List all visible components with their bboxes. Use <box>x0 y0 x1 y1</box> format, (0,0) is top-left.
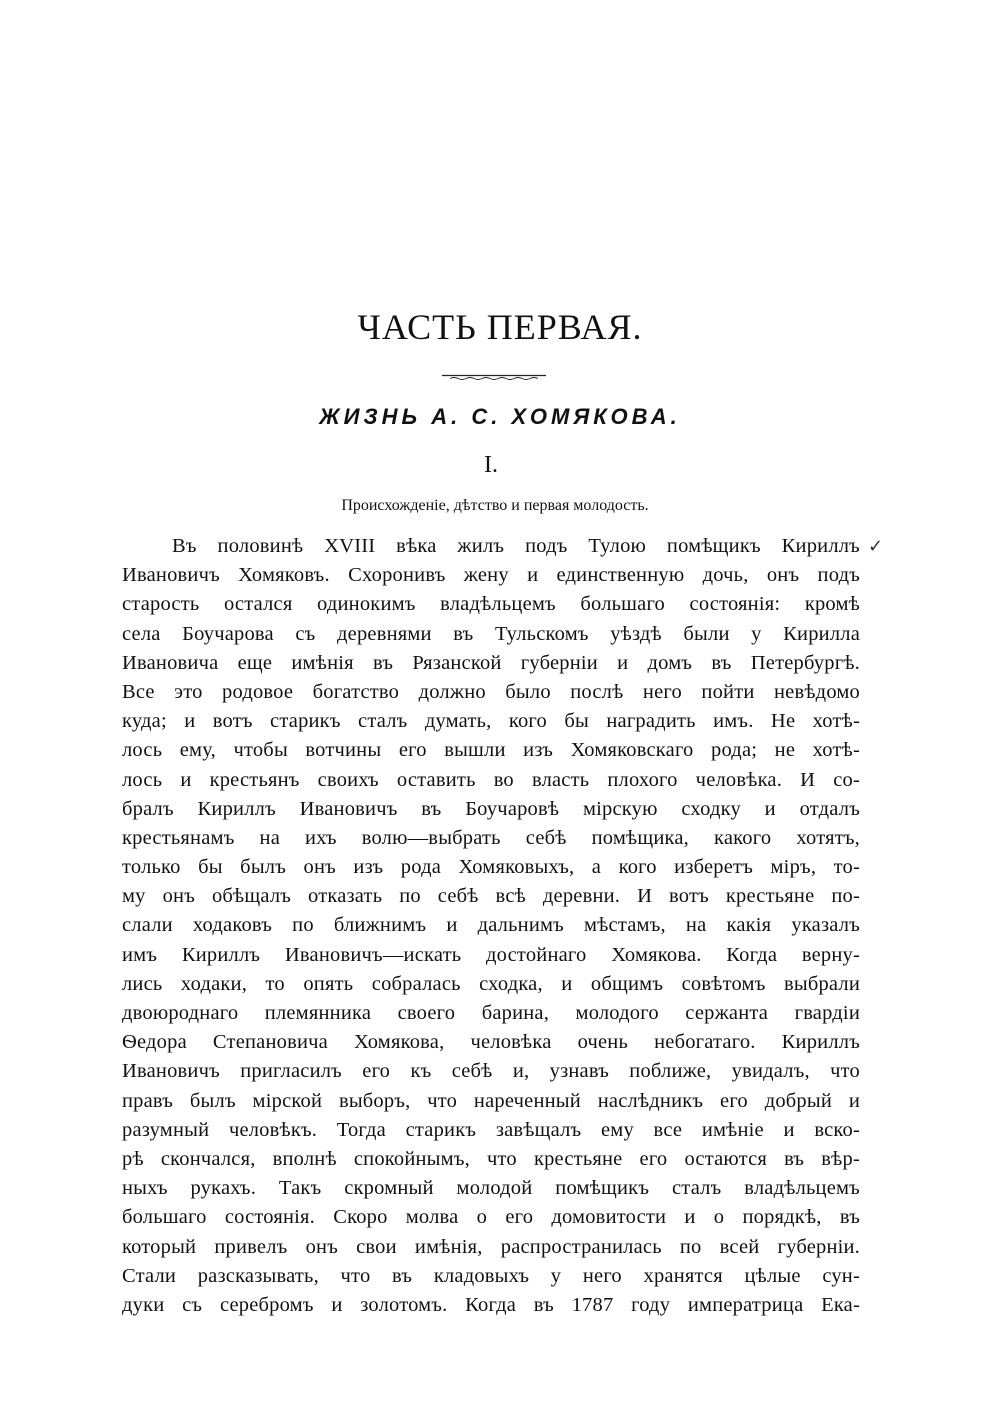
text-line: лось и крестьянъ своихъ оставить во власть плохого человѣка. И со- <box>122 768 860 791</box>
text-line: только бы былъ онъ изъ рода Хомяковыхъ, а кого изберетъ міръ, то- <box>122 856 860 879</box>
text-line: Въ половинѣ XVIII вѣка жилъ подъ Тулою помѣщикъ Кириллъ <box>172 535 860 557</box>
text-line: Ивановича еще имѣнія въ Рязанской губерніи и домъ въ Петербургѣ. <box>122 651 860 674</box>
text-line: слали ходаковъ по ближнимъ и дальнимъ мѣстамъ, на какія указалъ <box>122 914 860 937</box>
text-line: двоюроднаго племянника своего барина, молодого сержанта гвардіи <box>122 1002 860 1024</box>
margin-check-mark: ✓ <box>868 536 884 557</box>
ornament-rule <box>442 374 546 380</box>
text-line: дуки съ серебромъ и золотомъ. Когда въ 1787 году императрица Ека- <box>122 1293 860 1316</box>
chapter-subtitle: Происхожденіе, дѣтство и первая молодость. <box>341 497 649 514</box>
chapter-number: I. <box>484 452 498 478</box>
text-line: Все это родовое богатство должно было послѣ него пойти невѣдомо <box>122 680 860 703</box>
text-line: крестьянамъ на ихъ волю—выбрать себѣ помѣщика, какого хотятъ, <box>122 826 860 849</box>
chapter-heading: ЖИЗНЬ А. С. ХОМЯКОВА. <box>319 404 681 429</box>
text-line: лись ходаки, то опять собралась сходка, и общимъ совѣтомъ выбрали <box>122 972 860 995</box>
body-text <box>122 532 860 1320</box>
text-line: старость остался одинокимъ владѣльцемъ большаго состоянія: кромѣ <box>122 593 860 616</box>
part-title: ЧАСТЬ ПЕРВАЯ. <box>357 307 643 347</box>
text-line: имъ Кириллъ Ивановичъ—искать достойнаго Хомякова. Когда верну- <box>122 943 860 966</box>
text-line: куда; и вотъ старикъ сталъ думать, кого бы наградить имъ. Не хотѣ- <box>122 710 860 733</box>
text-line: Ивановичъ пригласилъ его къ себѣ и, узнавъ поближе, увидалъ, что <box>122 1060 860 1083</box>
text-line: ныхъ рукахъ. Такъ скромный молодой помѣщикъ сталъ владѣльцемъ <box>122 1177 860 1200</box>
text-line: лось ему, чтобы вотчины его вышли изъ Хомяковскаго рода; не хотѣ- <box>122 739 860 762</box>
text-line: Ѳедора Степановича Хомякова, человѣка очень небогатаго. Кириллъ <box>122 1031 860 1054</box>
text-line: большаго состоянія. Скоро молва о его домовитости и о порядкѣ, въ <box>122 1206 860 1229</box>
text-line: му онъ обѣщалъ отказать по себѣ всѣ деревни. И вотъ крестьяне по- <box>122 885 860 908</box>
text-line: Ивановичъ Хомяковъ. Схоронивъ жену и единственную дочь, онъ подъ <box>122 564 860 587</box>
text-line: бралъ Кириллъ Ивановичъ въ Боучаровѣ мірскую сходку и отдалъ <box>122 797 860 820</box>
text-line: села Боучарова съ деревнями въ Тульскомъ уѣздѣ были у Кирилла <box>122 622 860 645</box>
text-line: рѣ скончался, вполнѣ спокойнымъ, что крестьяне его остаются въ вѣр- <box>122 1147 860 1170</box>
text-line: правъ былъ мірской выборъ, что нареченный наслѣдникъ его добрый и <box>122 1089 860 1112</box>
text-line: разумный человѣкъ. Тогда старикъ завѣщалъ ему все имѣніе и вско- <box>122 1118 860 1141</box>
text-line: Стали разсказывать, что въ кладовыхъ у него хранятся цѣлые сун- <box>122 1264 860 1287</box>
text-line: который привелъ онъ свои имѣнія, распространилась по всей губерніи. <box>122 1235 860 1258</box>
